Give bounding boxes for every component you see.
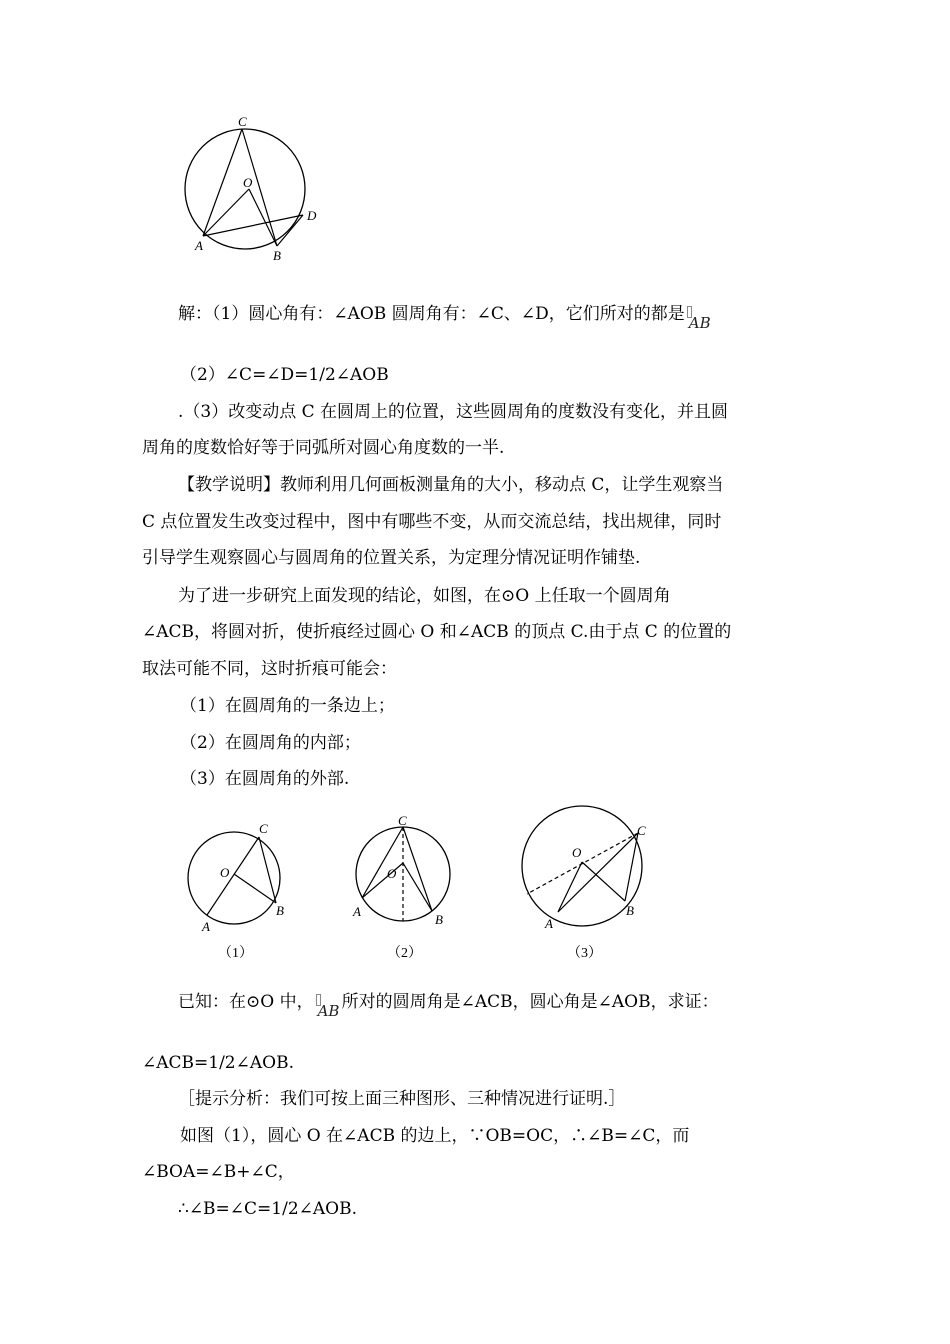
label-o: O bbox=[243, 175, 253, 190]
given-text-1b: 所对的圆周角是∠ACB，圆心角是∠AOB，求证： bbox=[341, 992, 719, 1012]
given-line-1 bbox=[178, 992, 719, 1020]
solution-line-3a: .（3）改变动点 C 在圆周上的位置，这些圆周角的度数没有变化，并且圆 bbox=[178, 402, 729, 422]
solution-text-1: 解：（1）圆心角有：∠AOB 圆周角有：∠C、∠D，它们所对的都是 bbox=[178, 304, 685, 324]
fig2-caption: （2） bbox=[387, 946, 422, 961]
solution-line-2: （2）∠C=∠D=1/2∠AOB bbox=[180, 365, 389, 385]
label-a: A bbox=[195, 238, 203, 253]
fig3-label-o: O bbox=[572, 845, 582, 860]
fig3-label-b: B bbox=[626, 903, 634, 918]
label-b: B bbox=[273, 248, 281, 263]
case-2: （2）在圆周角的内部； bbox=[180, 733, 361, 753]
fig3-segment-oa bbox=[558, 862, 582, 912]
hint-line: ［提示分析：我们可按上面三种图形、三种情况进行证明.］ bbox=[178, 1089, 626, 1109]
teaching-note-line-1: 【教学说明】教师利用几何画板测量角的大小，移动点 C，让学生观察当 bbox=[178, 475, 724, 495]
research-line-3: 取法可能不同，这时折痕可能会： bbox=[142, 659, 397, 679]
fig3-circle bbox=[522, 806, 642, 926]
fig1-label-c: C bbox=[259, 821, 268, 836]
label-c: C bbox=[238, 114, 247, 129]
segment-ca bbox=[203, 129, 242, 236]
segment-oa bbox=[203, 189, 249, 236]
fig2-segment-cb bbox=[403, 827, 432, 911]
solution-line-3b: 周角的度数恰好等于同弧所对圆心角度数的一半. bbox=[142, 438, 505, 458]
fig1-circle bbox=[188, 832, 280, 924]
fig2-label-o: O bbox=[387, 866, 397, 881]
figure-2 bbox=[345, 810, 460, 965]
teaching-note-line-3: 引导学生观察圆心与圆周角的位置关系，为定理分情况证明作铺垫. bbox=[142, 548, 641, 568]
label-d: D bbox=[307, 208, 317, 223]
proof-line-3: ∴∠B=∠C=1/2∠AOB. bbox=[178, 1199, 358, 1219]
research-line-2: ∠ACB，将圆对折，使折痕经过圆心 O 和∠ACB 的顶点 C.由于点 C 的位置的 bbox=[142, 622, 732, 642]
figure-3 bbox=[515, 800, 665, 965]
proof-line-2: ∠BOA=∠B+∠C， bbox=[142, 1162, 295, 1182]
given-arc-ab-label: AB bbox=[314, 992, 342, 1012]
fig2-label-a: A bbox=[353, 904, 361, 919]
fig3-segment-ca bbox=[558, 833, 638, 912]
given-line-2: ∠ACB=1/2∠AOB. bbox=[142, 1053, 294, 1073]
research-line-1: 为了进一步研究上面发现的结论，如图，在⊙O 上任取一个圆周角 bbox=[178, 586, 671, 606]
fig2-segment-ca bbox=[362, 827, 403, 898]
proof-line-1: 如图（1），圆心 O 在∠ACB 的边上，∵OB=OC，∴∠B=∠C，而 bbox=[180, 1126, 690, 1146]
case-3: （3）在圆周角的外部. bbox=[180, 769, 350, 789]
fig2-label-b: B bbox=[435, 912, 443, 927]
case-1: （1）在圆周角的一条边上； bbox=[180, 696, 395, 716]
fig1-label-b: B bbox=[276, 903, 284, 918]
teaching-note-line-2: C 点位置发生改变过程中，图中有哪些不变，从而交流总结，找出规律，同时 bbox=[142, 512, 722, 532]
fig3-fold-line bbox=[527, 833, 638, 894]
fig2-segment-oa bbox=[362, 863, 403, 898]
fig3-label-c: C bbox=[637, 823, 646, 838]
fig1-segment-ca bbox=[207, 837, 259, 915]
top-circle-figure bbox=[175, 112, 335, 272]
fig1-caption: （1） bbox=[218, 946, 253, 961]
fig1-label-o: O bbox=[220, 865, 230, 880]
solution-line-1 bbox=[178, 304, 713, 332]
figure-1 bbox=[180, 815, 295, 965]
fig2-label-c: C bbox=[398, 813, 407, 828]
given-text-1a: 已知：在⊙O 中， bbox=[178, 992, 314, 1012]
fig3-label-a: A bbox=[545, 916, 553, 931]
fig3-caption: （3） bbox=[567, 946, 602, 961]
fig1-label-a: A bbox=[202, 919, 210, 934]
arc-ab-label: AB bbox=[685, 304, 713, 324]
